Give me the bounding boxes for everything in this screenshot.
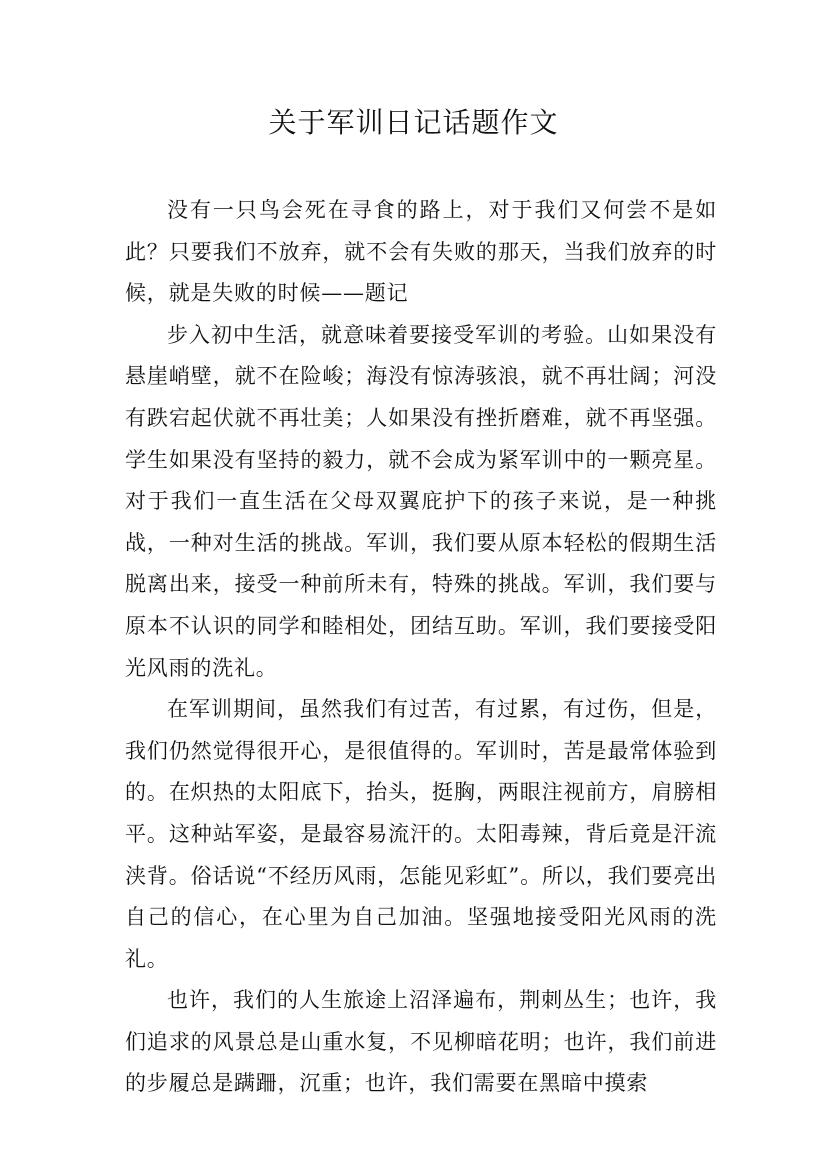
paragraph-training-experience: 在军训期间，虽然我们有过苦，有过累，有过伤，但是，我们仍然觉得很开心，是很值得的。军训时，苦是最常体验到的。在炽热的太阳底下，抬头，挺胸，两眼注视前方，肩膀相平。这种站军姿，是最容易流汗的。太阳毒辣，背后竟是汗流浃背。俗话说“不经历风雨，怎能见彩虹”。所以，我们要亮出自己的信心，在心里为自己加油。坚强地接受阳光风雨的洗礼。 <box>125 697 717 971</box>
document-title: 关于军训日记话题作文 <box>268 106 559 139</box>
document-body <box>125 190 717 1105</box>
paragraph-military-training-intro: 步入初中生活，就意味着要接受军训的考验。山如果没有悬崖峭壁，就不在险峻；海没有惊涛骇浪，就不再壮阔；河没有跌宕起伏就不再壮美；人如果没有挫折磨难，就不再坚强。学生如果没有坚持的毅力，就不会成为紧军训中的一颗亮星。对于我们一直生活在父母双翼庇护下的孩子来说，是一种挑战，一种对生活的挑战。军训，我们要从原本轻松的假期生活脱离出来，接受一种前所未有，特殊的挑战。军训，我们要与原本不认识的同学和睦相处，团结互助。军训，我们要接受阳光风雨的洗礼。 <box>125 322 717 680</box>
paragraph-epigraph: 没有一只鸟会死在寻食的路上，对于我们又何尝不是如此？只要我们不放弃，就不会有失败的那天，当我们放弃的时候，就是失败的时候——题记 <box>125 198 717 306</box>
paragraph-life-journey: 也许，我们的人生旅途上沼泽遍布，荆刺丛生；也许，我们追求的风景总是山重水复，不见柳暗花明；也许，我们前进的步履总是蹒跚，沉重；也许，我们需要在黑暗中摸索 <box>125 988 717 1096</box>
